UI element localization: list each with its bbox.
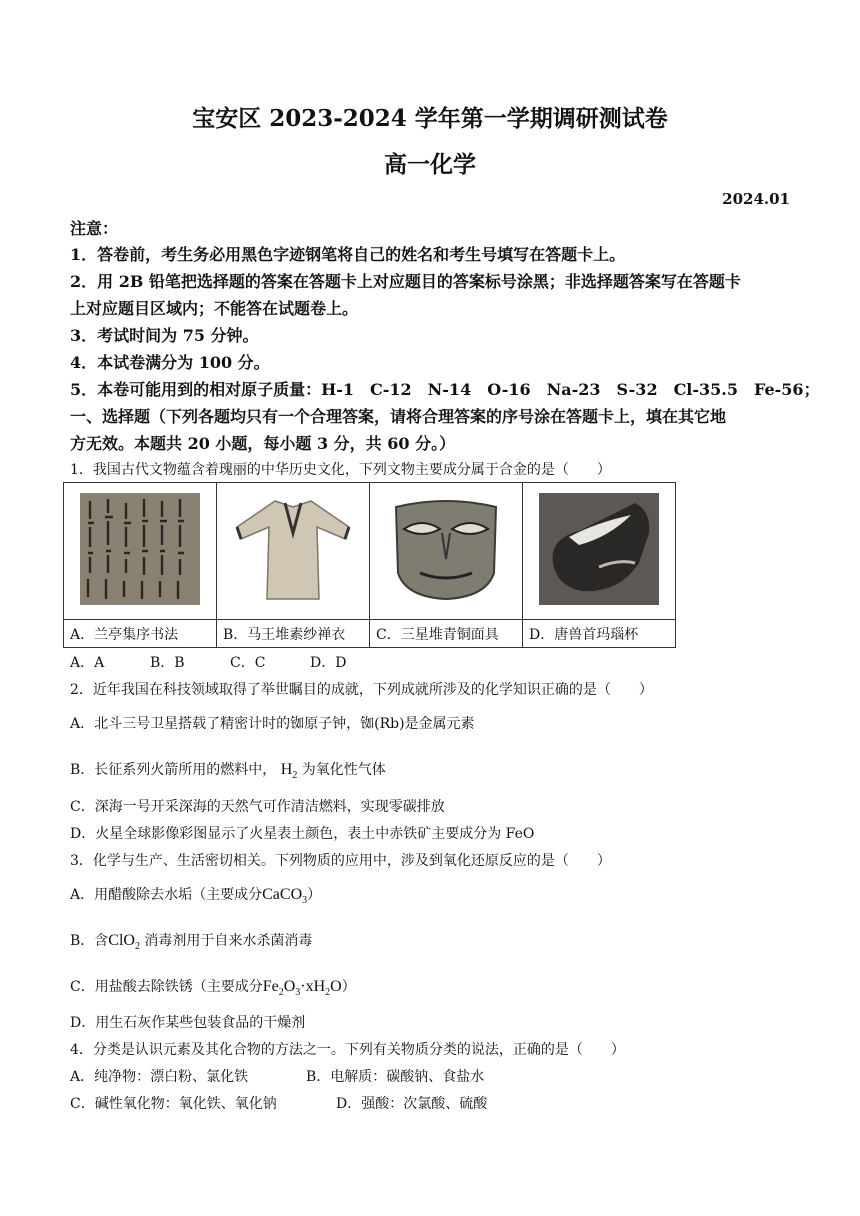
q1-relics-table	[63, 482, 676, 648]
relic-image-c	[370, 483, 523, 620]
relic-caption-a: A．兰亭集序书法	[64, 620, 217, 648]
note-2-cont: 上对应题目区域内；不能答在试题卷上。	[70, 299, 359, 318]
formula-sub: 2	[325, 987, 331, 999]
q3-stem: 3．化学与生产、生活密切相关。下列物质的应用中，涉及到氧化还原反应的是（ ）	[70, 853, 611, 869]
silk-robe-image-icon	[233, 493, 353, 605]
clo2-formula	[108, 932, 140, 953]
calligraphy-image-icon	[80, 493, 200, 605]
exam-title: 宝安区 2023-2024 学年第一学期调研测试卷	[192, 105, 668, 132]
formula-xh: ·xH	[300, 978, 326, 995]
formula-sub: 2	[134, 941, 140, 953]
rust-formula	[262, 978, 342, 999]
q1-option-b[interactable]: B．B	[150, 655, 185, 671]
note-3: 3．考试时间为 75 分钟。	[70, 326, 259, 345]
q1-option-d[interactable]: D．D	[310, 655, 347, 671]
relic-caption-d: D．唐兽首玛瑙杯	[523, 620, 676, 648]
section1-heading: 一、选择题（下列各题均只有一个合理答案，请将合理答案的序号涂在答题卡上，填在其它地	[70, 407, 727, 426]
q1-option-a[interactable]: A．A	[70, 655, 105, 671]
formula-sub: 2	[292, 770, 298, 782]
formula-caco: CaCO	[262, 886, 303, 903]
notes-heading: 注意：	[70, 219, 119, 238]
note-5: 5．本卷可能用到的相对原子质量：H-1 C-12 N-14 O-16 Na-23 S-32 Cl-35.5 Fe-56；	[70, 380, 820, 399]
formula-clo: ClO	[108, 932, 135, 949]
agate-cup-image-icon	[539, 493, 659, 605]
relic-image-b	[217, 483, 370, 620]
relic-image-a	[64, 483, 217, 620]
q1-options	[70, 652, 800, 672]
q3-option-b-tail: 消毒剂用于自来水杀菌消毒	[144, 933, 313, 949]
q4-option-a[interactable]: A．纯净物：漂白粉、氯化铁	[70, 1069, 249, 1085]
note-4: 4．本试卷满分为 100 分。	[70, 353, 270, 372]
q3-option-c-tail: ）	[341, 979, 356, 995]
h2-formula	[280, 761, 298, 782]
q3-option-b-text: B．含	[70, 933, 109, 949]
formula-sub: 2	[278, 987, 284, 999]
formula-fe: Fe	[262, 978, 279, 995]
q3-option-c[interactable]	[70, 976, 800, 998]
formula-sub: 3	[302, 895, 308, 907]
formula-o: O	[330, 978, 342, 995]
relic-image-d	[523, 483, 676, 620]
q2-stem: 2．近年我国在科技领域取得了举世瞩目的成就，下列成就所涉及的化学知识正确的是（ ）	[70, 682, 653, 698]
q2-option-c[interactable]: C．深海一号开采深海的天然气可作清洁燃料，实现零碳排放	[70, 799, 445, 815]
q3-option-a-tail: ）	[307, 887, 322, 903]
formula-o: O	[283, 978, 296, 995]
caco3-formula	[262, 886, 308, 907]
q4-option-d[interactable]: D．强酸：次氯酸、硫酸	[336, 1096, 488, 1112]
q1-stem: 1．我国古代文物蕴含着瑰丽的中华历史文化，下列文物主要成分属于合金的是（ ）	[70, 462, 611, 478]
q4-options-row2	[70, 1093, 800, 1113]
bronze-mask-image-icon	[386, 493, 506, 605]
q2-option-b[interactable]	[70, 759, 800, 781]
q3-option-a-text: A．用醋酸除去水垢（主要成分	[70, 887, 263, 903]
note-2: 2．用 2B 铅笔把选择题的答案在答题卡上对应题目的答案标号涂黑；非选择题答案写在答题卡	[70, 272, 741, 291]
q2-option-b-tail: 为氧化性气体	[301, 762, 386, 778]
q3-option-a[interactable]	[70, 884, 800, 906]
relic-caption-b: B．马王堆素纱禅衣	[217, 620, 370, 648]
formula-h: H	[280, 761, 293, 778]
note-1: 1．答卷前，考生务必用黑色字迹钢笔将自己的姓名和考生号填写在答题卡上。	[70, 245, 626, 264]
exam-date: 2024.01	[722, 190, 790, 208]
q2-option-b-text: B．长征系列火箭所用的燃料中，	[70, 762, 277, 778]
relic-caption-c: C．三星堆青铜面具	[370, 620, 523, 648]
q4-stem: 4．分类是认识元素及其化合物的方法之一。下列有关物质分类的说法，正确的是（ ）	[70, 1042, 625, 1058]
q3-option-d[interactable]: D．用生石灰作某些包装食品的干燥剂	[70, 1015, 306, 1031]
q4-option-b[interactable]: B．电解质：碳酸钠、食盐水	[306, 1069, 485, 1085]
section1-heading-cont: 方无效。本题共 20 小题，每小题 3 分，共 60 分。）	[70, 434, 456, 453]
q2-option-d[interactable]: D．火星全球影像彩图显示了火星表土颜色，表土中赤铁矿主要成分为 FeO	[70, 826, 535, 842]
q4-option-c[interactable]: C．碱性氧化物：氧化铁、氧化钠	[70, 1096, 277, 1112]
formula-sub: 3	[295, 987, 301, 999]
q4-options-row1	[70, 1066, 800, 1086]
q2-option-a[interactable]: A．北斗三号卫星搭载了精密计时的铷原子钟，铷(Rb)是金属元素	[70, 716, 475, 732]
q3-option-c-text: C．用盐酸去除铁锈（主要成分	[70, 979, 263, 995]
exam-subtitle: 高一化学	[384, 151, 476, 178]
q3-option-b[interactable]	[70, 930, 800, 952]
q1-option-c[interactable]: C．C	[230, 655, 266, 671]
